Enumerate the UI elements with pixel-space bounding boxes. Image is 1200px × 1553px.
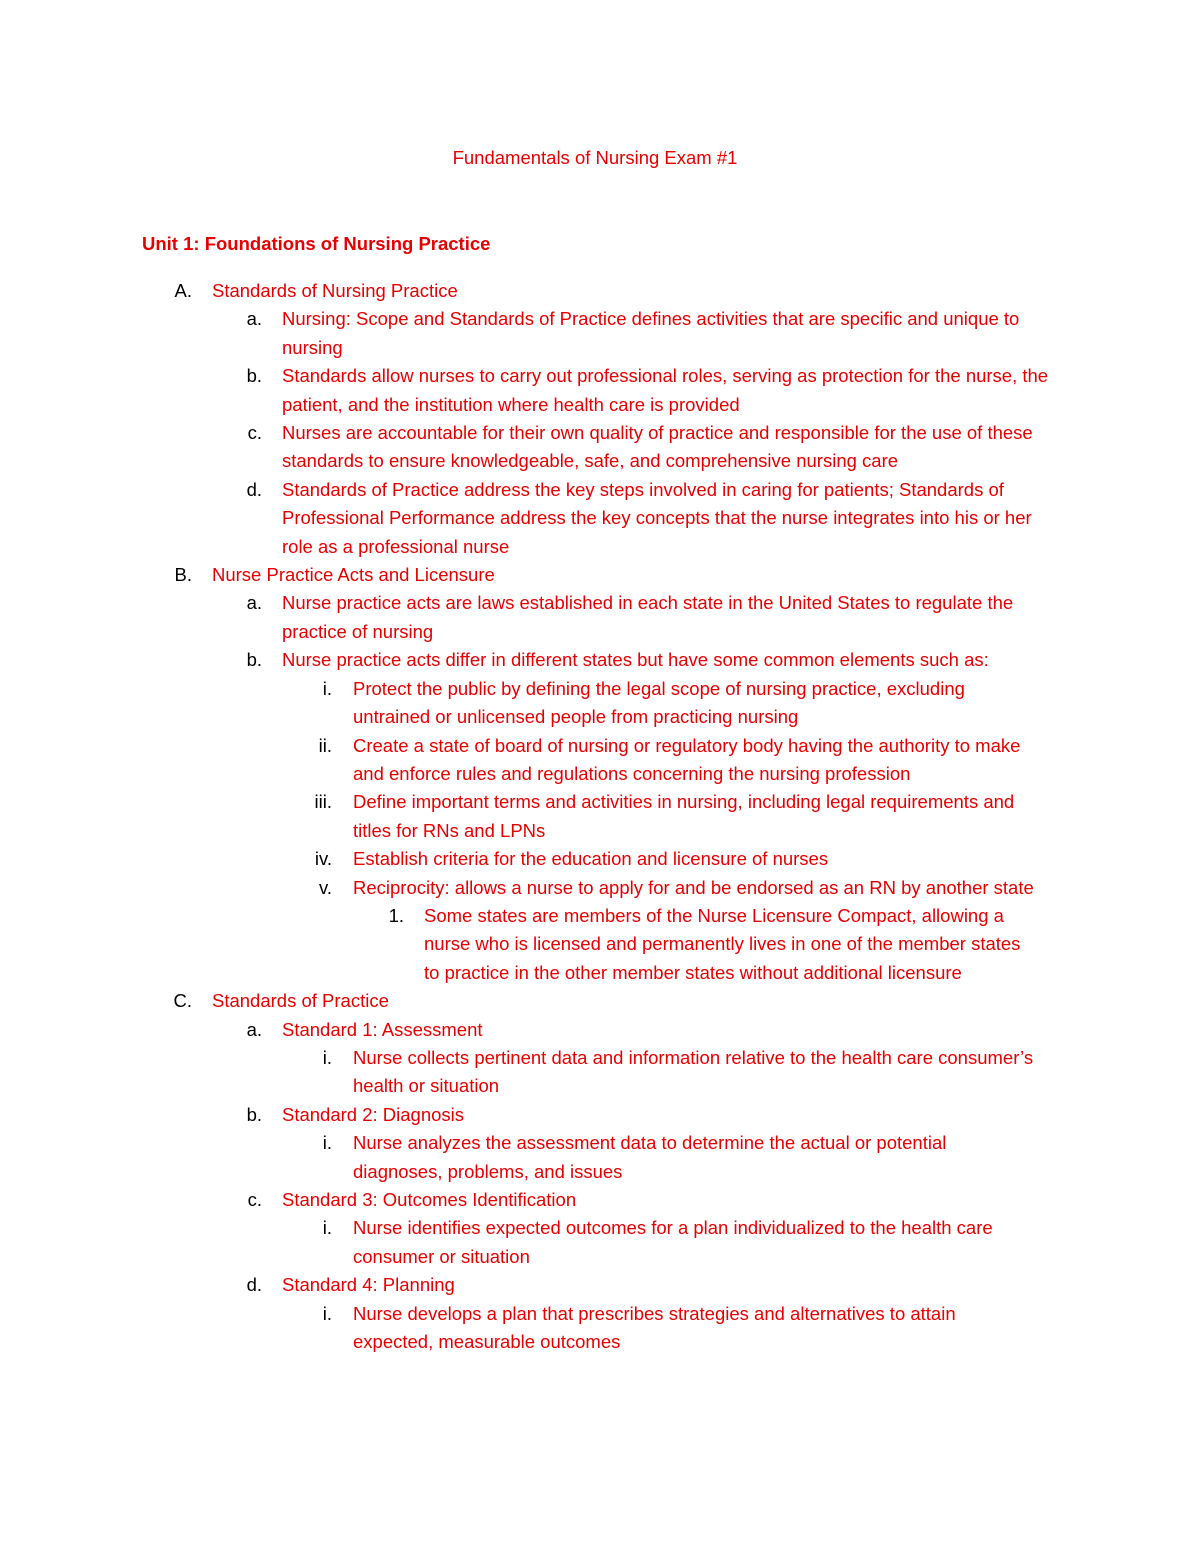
outline-marker: B. (174, 564, 192, 586)
outline-marker: b. (246, 1103, 262, 1125)
outline-marker: b. (246, 649, 262, 671)
outline-item (0, 1101, 1200, 1129)
outline-text: Nurse practice acts are laws established in each state in the United States to regulate the practice of nursing (282, 592, 1014, 642)
outline-item (0, 902, 1200, 987)
outline-marker: C. (173, 990, 192, 1012)
outline-item (0, 1214, 1200, 1271)
outline-text: Create a state of board of nursing or regulatory body having the authority to make and enforce rules and regulations concerning the nursing profession (353, 734, 1021, 784)
outline-item (0, 874, 1200, 902)
outline-marker: v. (318, 876, 332, 898)
outline-list (0, 277, 1200, 1356)
outline-marker: a. (246, 1018, 262, 1040)
outline-text: Establish criteria for the education and licensure of nurses (353, 848, 829, 870)
outline-item-c (0, 987, 1200, 1015)
outline-text: Nurse Practice Acts and Licensure (212, 564, 495, 586)
outline-text: Nurse develops a plan that prescribes strategies and alternatives to attain expected, measurable outcomes (353, 1302, 956, 1353)
outline-marker: i. (322, 677, 332, 699)
outline-text: Standards of Practice (212, 990, 389, 1012)
outline-item (0, 476, 1200, 561)
outline-marker: i. (322, 1217, 332, 1239)
outline-item (0, 646, 1200, 674)
outline-item (0, 1016, 1200, 1044)
outline-text: Nurse analyzes the assessment data to determine the actual or potential diagnoses, problems, and issues (353, 1132, 947, 1182)
unit-heading: Unit 1: Foundations of Nursing Practice (142, 233, 491, 254)
outline-item (0, 788, 1200, 845)
outline-marker: i. (322, 1132, 332, 1154)
outline-text: Some states are members of the Nurse Licensure Compact, allowing a nurse who is licensed and permanently lives in one of the member states to practice in the other member states without additional licensure (424, 904, 1021, 983)
outline-item (0, 589, 1200, 646)
outline-item (0, 1129, 1200, 1186)
outline-item (0, 305, 1200, 362)
outline-marker: i. (322, 1046, 332, 1068)
outline-text: Standards of Practice address the key steps involved in caring for patients; Standards of Professional Performance address the key concepts that the nurse integrates into his or her role as a professional nurse (282, 478, 1032, 557)
outline-marker: ii. (318, 734, 332, 756)
outline-item (0, 419, 1200, 476)
outline-marker: d. (246, 478, 262, 500)
outline-item (0, 1300, 1200, 1357)
outline-marker: a. (246, 308, 262, 330)
outline-marker: d. (246, 1274, 262, 1296)
outline-marker: c. (247, 1189, 262, 1210)
outline-marker: a. (246, 592, 262, 614)
outline-item-b (0, 561, 1200, 589)
outline-text: Standard 1: Assessment (282, 1018, 483, 1040)
outline-item-a (0, 277, 1200, 305)
outline-marker: iv. (314, 848, 332, 870)
outline-marker: 1. (388, 904, 404, 926)
outline-text: Standard 4: Planning (282, 1274, 455, 1296)
outline-item (0, 1186, 1200, 1214)
outline-item (0, 1271, 1200, 1299)
outline-text: Nurse collects pertinent data and information relative to the health care consumer’s health or situation (353, 1046, 1034, 1097)
outline-item (0, 675, 1200, 732)
outline-item (0, 732, 1200, 789)
outline-marker: b. (246, 365, 262, 387)
outline-text: Protect the public by defining the legal scope of nursing practice, excluding untrained or unlicensed people from practicing nursing (353, 677, 965, 728)
outline-text: Nurses are accountable for their own quality of practice and responsible for the use of these standards to ensure knowledgeable, safe, and comprehensive nursing care (282, 422, 1033, 472)
outline-text: Standard 3: Outcomes Identification (282, 1189, 577, 1210)
outline-marker: i. (322, 1302, 332, 1324)
outline-item (0, 845, 1200, 873)
outline-item (0, 362, 1200, 419)
outline-item (0, 1044, 1200, 1101)
outline-text: Standard 2: Diagnosis (282, 1103, 465, 1125)
outline-text: Define important terms and activities in nursing, including legal requirements and titles for RNs and LPNs (353, 791, 1015, 841)
document-title: Fundamentals of Nursing Exam #1 (452, 147, 738, 168)
outline-marker: iii. (314, 791, 332, 813)
outline-text: Standards of Nursing Practice (212, 280, 458, 301)
outline-marker: A. (174, 280, 192, 301)
outline-text: Nurse practice acts differ in different states but have some common elements such as: (282, 649, 989, 671)
outline-text: Standards allow nurses to carry out professional roles, serving as protection for the nurse, the patient, and the institution where health care is provided (282, 365, 1049, 415)
outline-text: Nurse identifies expected outcomes for a plan individualized to the health care consumer or situation (353, 1217, 993, 1267)
outline-text: Nursing: Scope and Standards of Practice defines activities that are specific and unique to nursing (282, 308, 1020, 358)
outline-text: Reciprocity: allows a nurse to apply for and be endorsed as an RN by another state (353, 876, 1034, 898)
outline-marker: c. (247, 422, 262, 444)
